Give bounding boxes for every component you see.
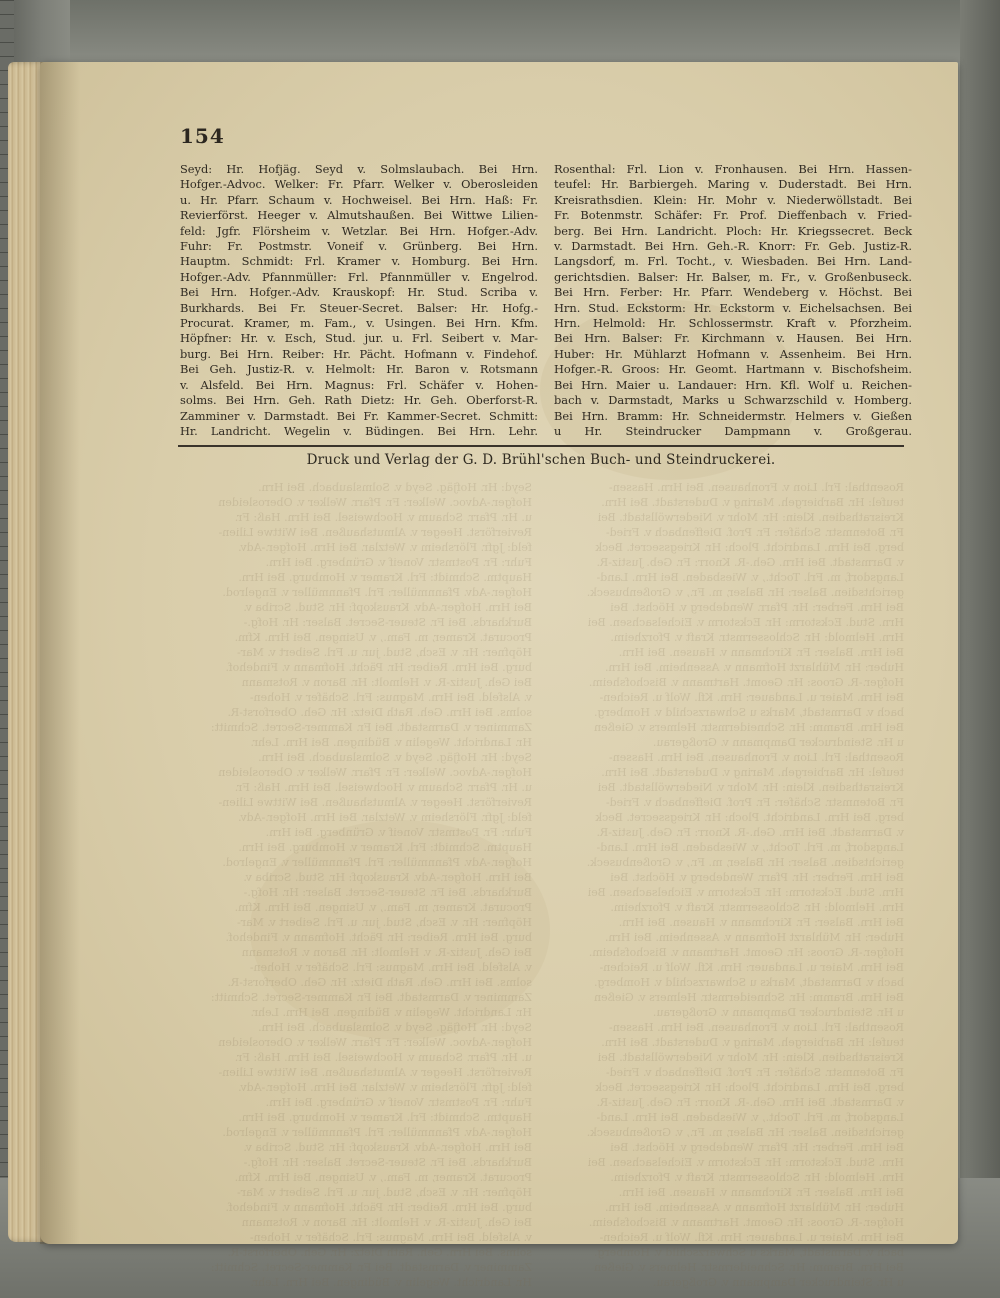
text-line: Hofger.-Adv. Pfannmüller: Frl. Pfannmüller v. Engelrod. xyxy=(180,269,538,284)
left-text-column xyxy=(180,162,538,439)
text-line: v. Alsfeld. Bei Hrn. Magnus: Frl. Schäfer v. Hohen- xyxy=(180,377,538,392)
paper-stain xyxy=(250,820,550,1040)
text-line: Bei Geh. Justiz-R. v. Helmolt: Hr. Baron v. Rotsmann xyxy=(180,362,538,377)
text-line: Hofger.-Advoc. Welker: Fr. Pfarr. Welker v. Oberosleiden xyxy=(180,177,538,192)
text-line: Hofger.-R. Groos: Hr. Geomt. Hartmann v. Bischofsheim. xyxy=(554,362,912,377)
printer-imprint: Druck und Verlag der G. D. Brühl'schen Buch- und Steindruckerei. xyxy=(306,452,776,468)
text-line: gerichtsdien. Balser: Hr. Balser, m. Fr., v. Großenbuseck. xyxy=(554,269,912,284)
text-line: Procurat. Kramer, m. Fam., v. Usingen. Bei Hrn. Kfm. xyxy=(180,316,538,331)
text-line: Rosenthal: Frl. Lion v. Fronhausen. Bei Hrn. Hassen- xyxy=(554,162,912,176)
text-line: bach v. Darmstadt, Marks u Schwarzschild v. Homberg. xyxy=(554,393,912,408)
text-line: Hrn. Helmold: Hr. Schlossermstr. Kraft v. Pforzheim. xyxy=(554,316,912,331)
text-line: Seyd: Hr. Hofjäg. Seyd v. Solmslaubach. Bei Hrn. xyxy=(180,162,538,176)
text-line: Langsdorf, m. Frl. Tocht., v. Wiesbaden. Bei Hrn. Land- xyxy=(554,254,912,269)
text-line: Zamminer v. Darmstadt. Bei Fr. Kammer-Secret. Schmitt: xyxy=(180,408,538,423)
text-line: Fr. Botenmstr. Schäfer: Fr. Prof. Dieffenbach v. Fried- xyxy=(554,208,912,223)
text-line: Bei Hrn. Balser: Fr. Kirchmann v. Hausen. Bei Hrn. xyxy=(554,331,912,346)
text-line: u Hr. Steindrucker Dampmann v. Großgerau. xyxy=(554,423,912,438)
text-line: Bei Hrn. Ferber: Hr. Pfarr. Wendeberg v. Höchst. Bei xyxy=(554,285,912,300)
text-line: Fuhr: Fr. Postmstr. Voneif v. Grünberg. Bei Hrn. xyxy=(180,239,538,254)
text-line: berg. Bei Hrn. Landricht. Ploch: Hr. Kriegssecret. Beck xyxy=(554,223,912,238)
spine-shadow xyxy=(40,62,80,1244)
text-line: Kreisrathsdien. Klein: Hr. Mohr v. Niederwöllstadt. Bei xyxy=(554,192,912,207)
page-number: 154 xyxy=(180,124,225,148)
text-line: Höpfner: Hr. v. Esch, Stud. jur. u. Frl. Seibert v. Mar- xyxy=(180,331,538,346)
right-text-column xyxy=(554,162,912,439)
text-line: burg. Bei Hrn. Reiber: Hr. Pächt. Hofmann v. Findehof. xyxy=(180,346,538,361)
text-line: teufel: Hr. Barbiergeh. Maring v. Duderstadt. Bei Hrn. xyxy=(554,177,912,192)
text-line: Hrn. Stud. Eckstorm: Hr. Eckstorm v. Eichelsachsen. Bei xyxy=(554,300,912,315)
text-line: solms. Bei Hrn. Geh. Rath Dietz: Hr. Geh. Oberforst-R. xyxy=(180,393,538,408)
separator-rule xyxy=(178,445,904,447)
text-line: Burkhards. Bei Fr. Steuer-Secret. Balser: Hr. Hofg.- xyxy=(180,300,538,315)
text-line: Bei Hrn. Bramm: Hr. Schneidermstr. Helmers v. Gießen xyxy=(554,408,912,423)
text-line: Bei Hrn. Maier u. Landauer: Hrn. Kfl. Wolf u. Reichen- xyxy=(554,377,912,392)
text-line: feld: Jgfr. Flörsheim v. Wetzlar. Bei Hrn. Hofger.-Adv. xyxy=(180,223,538,238)
scan-background-right xyxy=(960,0,1000,1298)
text-line: v. Darmstadt. Bei Hrn. Geh.-R. Knorr: Fr. Geb. Justiz-R. xyxy=(554,239,912,254)
text-line: Hauptm. Schmidt: Frl. Kramer v. Homburg. Bei Hrn. xyxy=(180,254,538,269)
text-line: u. Hr. Pfarr. Schaum v. Hochweisel. Bei Hrn. Haß: Fr. xyxy=(180,192,538,207)
text-line: Bei Hrn. Hofger.-Adv. Krauskopf: Hr. Stud. Scriba v. xyxy=(180,285,538,300)
scan-background-top xyxy=(0,0,1000,62)
text-line: Revierförst. Heeger v. Almutshaußen. Bei Wittwe Lilien- xyxy=(180,208,538,223)
text-line: Hr. Landricht. Wegelin v. Büdingen. Bei Hrn. Lehr. xyxy=(180,423,538,438)
text-line: Huber: Hr. Mühlarzt Hofmann v. Assenheim. Bei Hrn. xyxy=(554,346,912,361)
